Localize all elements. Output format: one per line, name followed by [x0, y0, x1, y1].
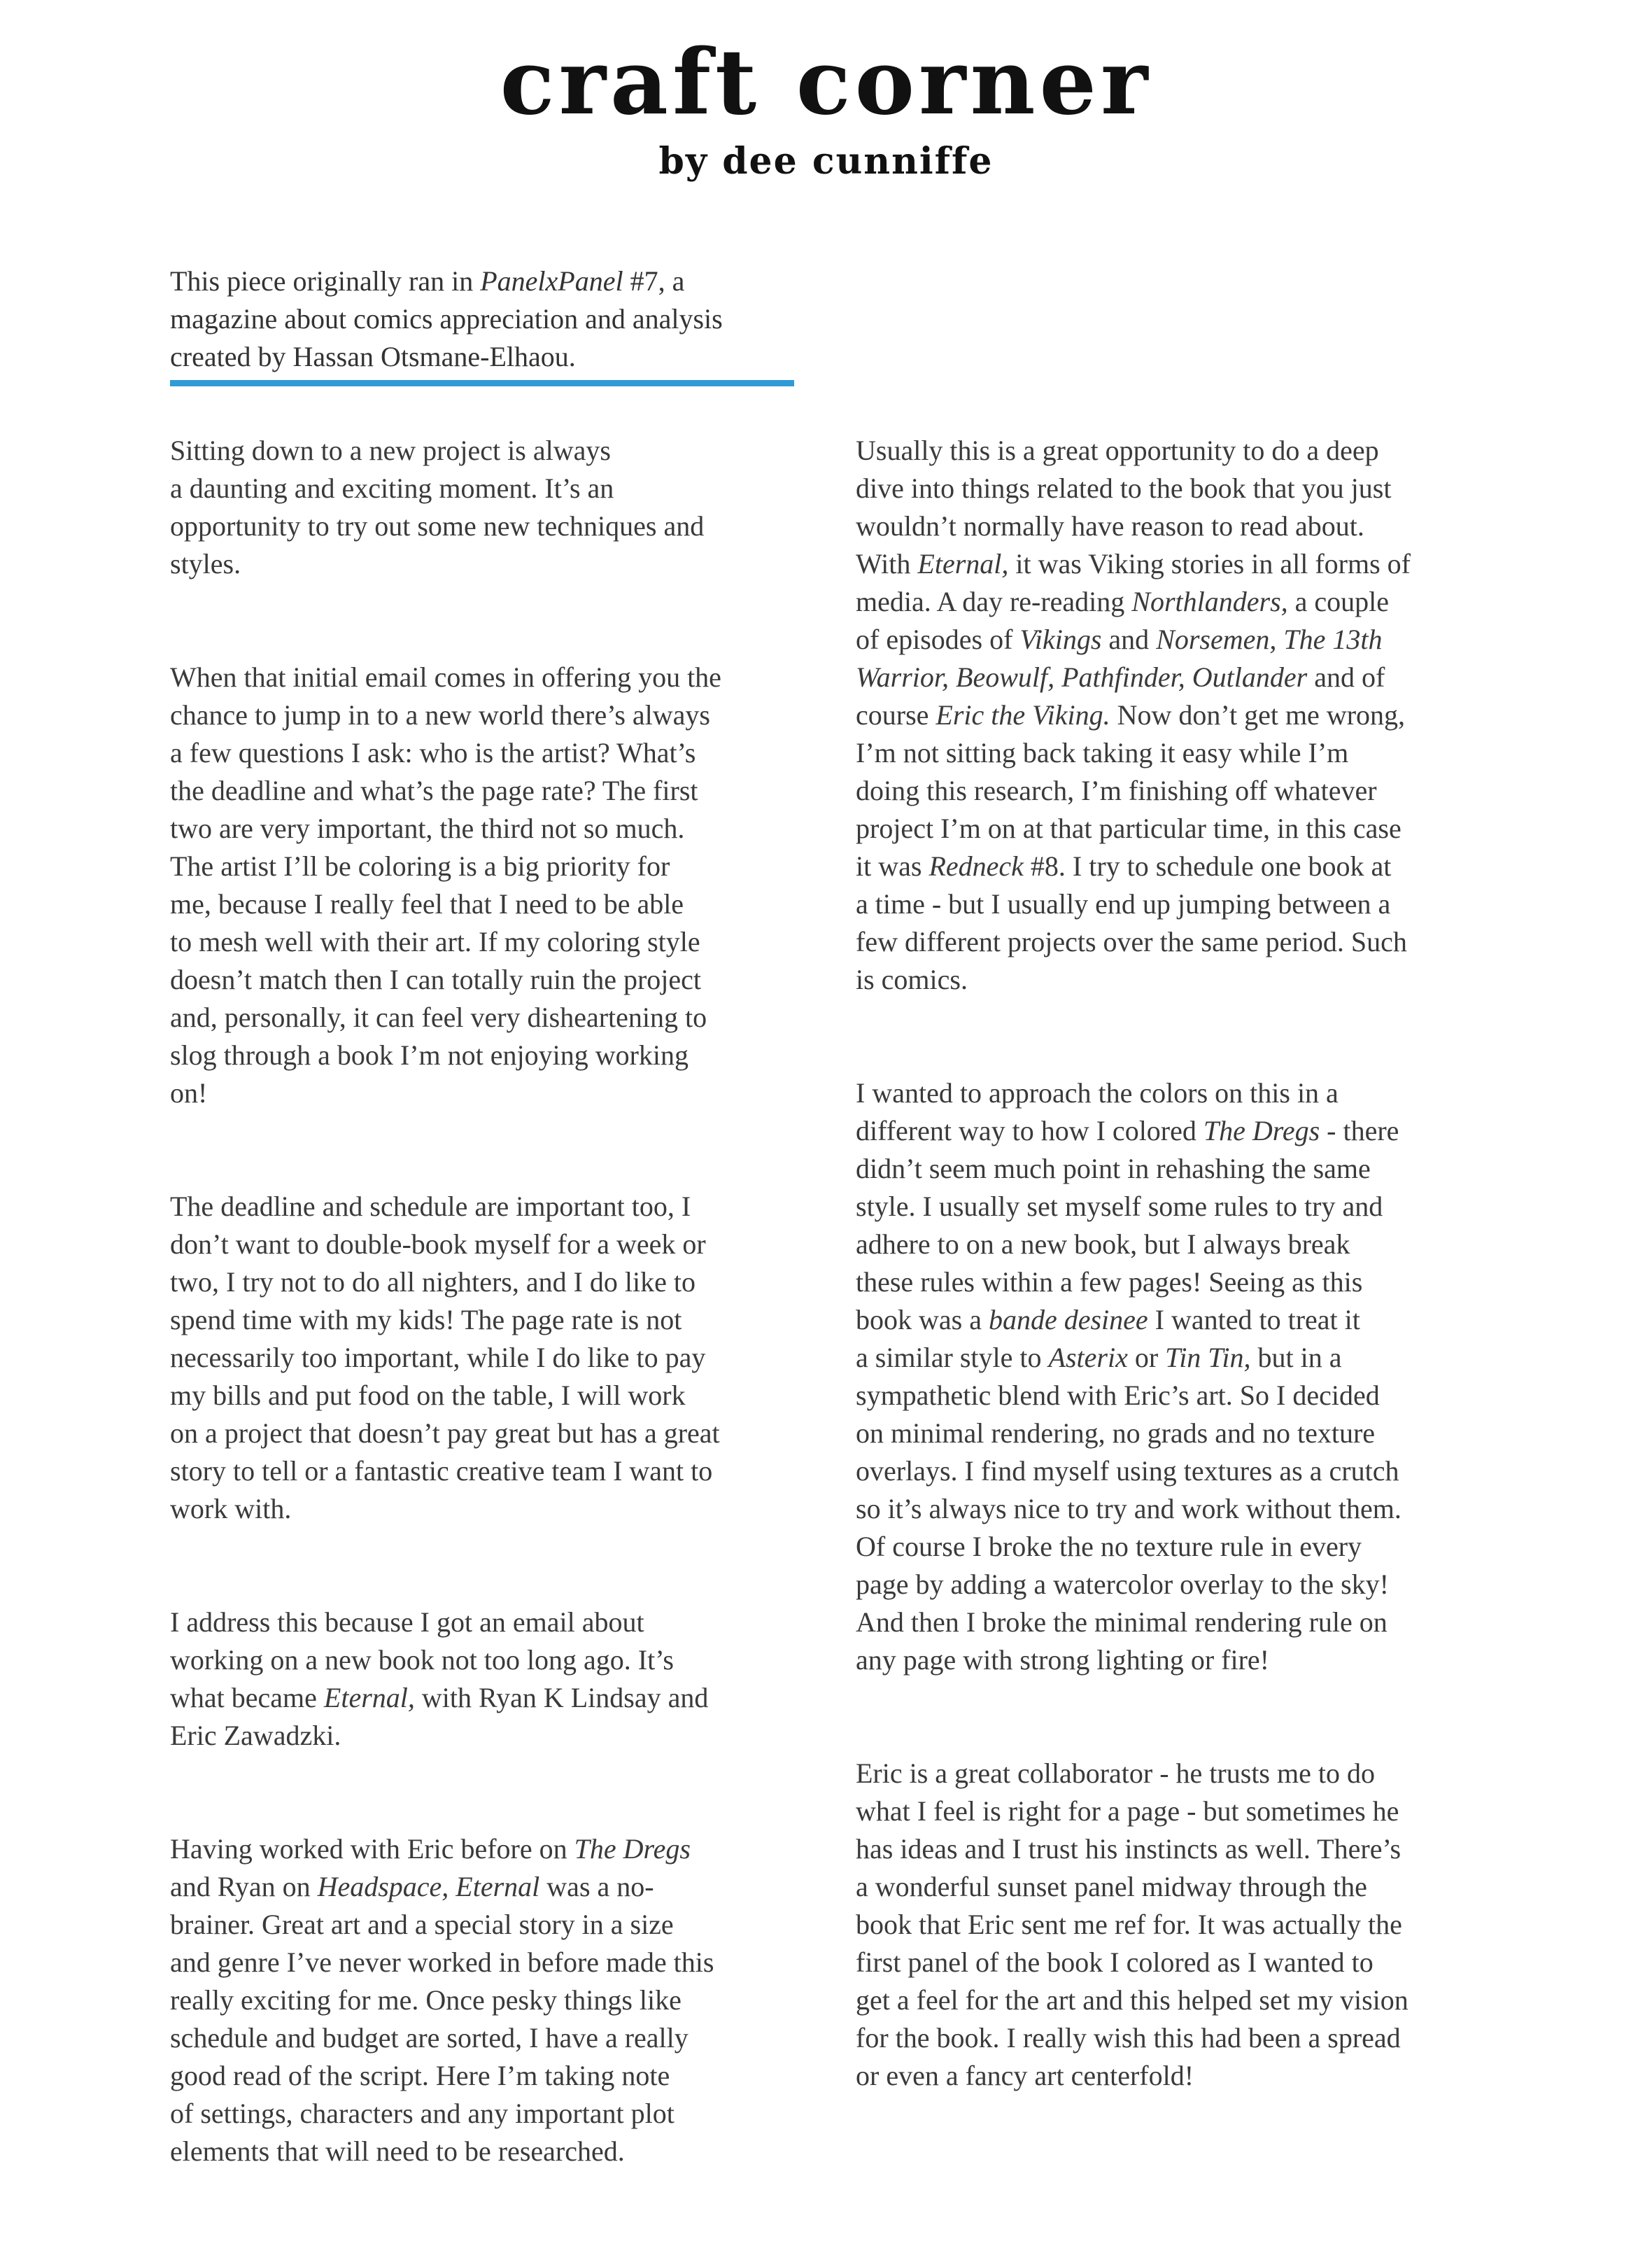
text-run: and of course [856, 661, 1385, 731]
italic-title: Northlanders, [1131, 586, 1288, 617]
italic-title: Tin Tin, [1165, 1342, 1251, 1373]
text-run: I wanted to approach the colors on this in a different way to how I colored [856, 1077, 1339, 1146]
italic-title: Eternal, [917, 548, 1009, 580]
text-run: I address this because I got an email about working on a new book not too long ago. It’s what became [170, 1606, 674, 1713]
intro-note [170, 262, 800, 376]
byline: by dee cunniffe [658, 140, 994, 183]
intro-magazine-title: PanelxPanel [480, 265, 623, 297]
text-run: it was Viking stories in all forms of media. A day re-reading [856, 548, 1411, 617]
italic-title: Vikings [1019, 624, 1102, 655]
right-column [856, 394, 1496, 2170]
text-run: Having worked with Eric before on [170, 1833, 574, 1865]
intro-text: This piece originally ran in [170, 265, 481, 297]
intro-text-end: #7, a magazine about comics appreciation and analysis created by Hassan Otsmane-Elhaou. [170, 265, 723, 372]
text-run: a couple of episodes of [856, 586, 1390, 655]
text-run: I wanted to treat it a similar style to [856, 1304, 1360, 1373]
italic-title: Eternal, [323, 1682, 415, 1713]
text-run: #8. I try to schedule one book at a time - but I usually end up jumping between a few different projects over the same period. Such is comics. [856, 850, 1407, 995]
text-run: Now don’t get me wrong, I’m not sitting back taking it easy while I’m doing this research, I’m finishing off whatever project I’m on at that particular time, in this case it was [856, 699, 1406, 882]
paragraph: Sitting down to a new project is always a daunting and exciting moment. It’s an opportunity to try out some new techniques and styles. [170, 435, 705, 580]
text-run: or [1127, 1342, 1166, 1373]
accent-rule [170, 380, 794, 386]
italic-title: bande desinee [988, 1304, 1148, 1335]
italic-title: The Dregs [574, 1833, 691, 1865]
italic-title: Headspace, Eternal [317, 1871, 540, 1902]
paragraph [170, 1603, 803, 1755]
italic-title: Redneck [929, 850, 1024, 882]
italic-title: Norsemen, The 13th Warrior, Beowulf, Pathfinder, Outlander [856, 624, 1383, 693]
text-run: and Ryan on [170, 1871, 311, 1902]
paragraph [856, 432, 1496, 999]
text-run: Usually this is a great opportunity to do a deep dive into things related to the book that you just wouldn’t normally have reason to read about. With [856, 435, 1392, 580]
italic-title: Eric the Viking. [936, 699, 1110, 731]
paragraph [856, 1074, 1496, 1679]
text-run: and [1101, 624, 1157, 655]
paragraph: The deadline and schedule are important too, I don’t want to double-book myself for a week or two, I try not to do all nighters, and I do like to spend time with my kids! The page rate is not necessarily too important, while I do like to pay my bills and put food on the table, I will work on a project that doesn’t pay great but has a great story to tell or a fantastic creative team I want to work with. [170, 1191, 720, 1524]
italic-title: The Dregs [1203, 1115, 1320, 1146]
paragraph: When that initial email comes in offering you the chance to jump in to a new world there’s always a few questions I ask: who is the artist? What’s the deadline and what’s the page rate? The first two are very important, the third not so much. The artist I’ll be coloring is a big priority for me, because I really feel that I need to be able to mesh well with their art. If my coloring style doesn’t match then I can totally ruin the project and, personally, it can feel very disheartening to slog through a book I’m not enjoying working on! [170, 661, 721, 1109]
page-title: craft corner [500, 30, 1152, 135]
paragraph [170, 1830, 803, 2170]
left-column [170, 394, 803, 2246]
text-run: - there didn’t seem much point in rehashing the same style. I usually set myself some rules to try and adhere to on a new book, but I always break these rules within a few pages! Seeing as this book was a [856, 1115, 1399, 1335]
text-run: with Ryan K Lindsay and Eric Zawadzki. [170, 1682, 709, 1751]
paragraph: Eric is a great collaborator - he trusts me to do what I feel is right for a page - but sometimes he has ideas and I trust his instincts as well. There’s a wonderful sunset panel midway through the book that Eric sent me ref for. It was actually the first panel of the book I colored as I wanted to get a feel for the art and this helped set my vision for the book. I really wish this had been a spread or even a fancy art centerfold! [856, 1757, 1409, 2091]
text-run: but in a sympathetic blend with Eric’s art. So I decided on minimal rendering, no grads and no texture overlays. I find myself using textures as a crutch so it’s always nice to try and work without them. Of course I broke the no texture rule in every page by adding a watercolor overlay to the sky! And then I broke the minimal rendering rule on any page with strong lighting or fire! [856, 1342, 1402, 1676]
text-run: was a no- brainer. Great art and a special story in a size and genre I’ve never worked in before made this really exciting for me. Once pesky things like schedule and budget are sorted, I have a really good read of the script. Here I’m taking note of settings, characters and any important plot elements that will need to be researched. [170, 1871, 714, 2167]
italic-title: Asterix [1048, 1342, 1128, 1373]
